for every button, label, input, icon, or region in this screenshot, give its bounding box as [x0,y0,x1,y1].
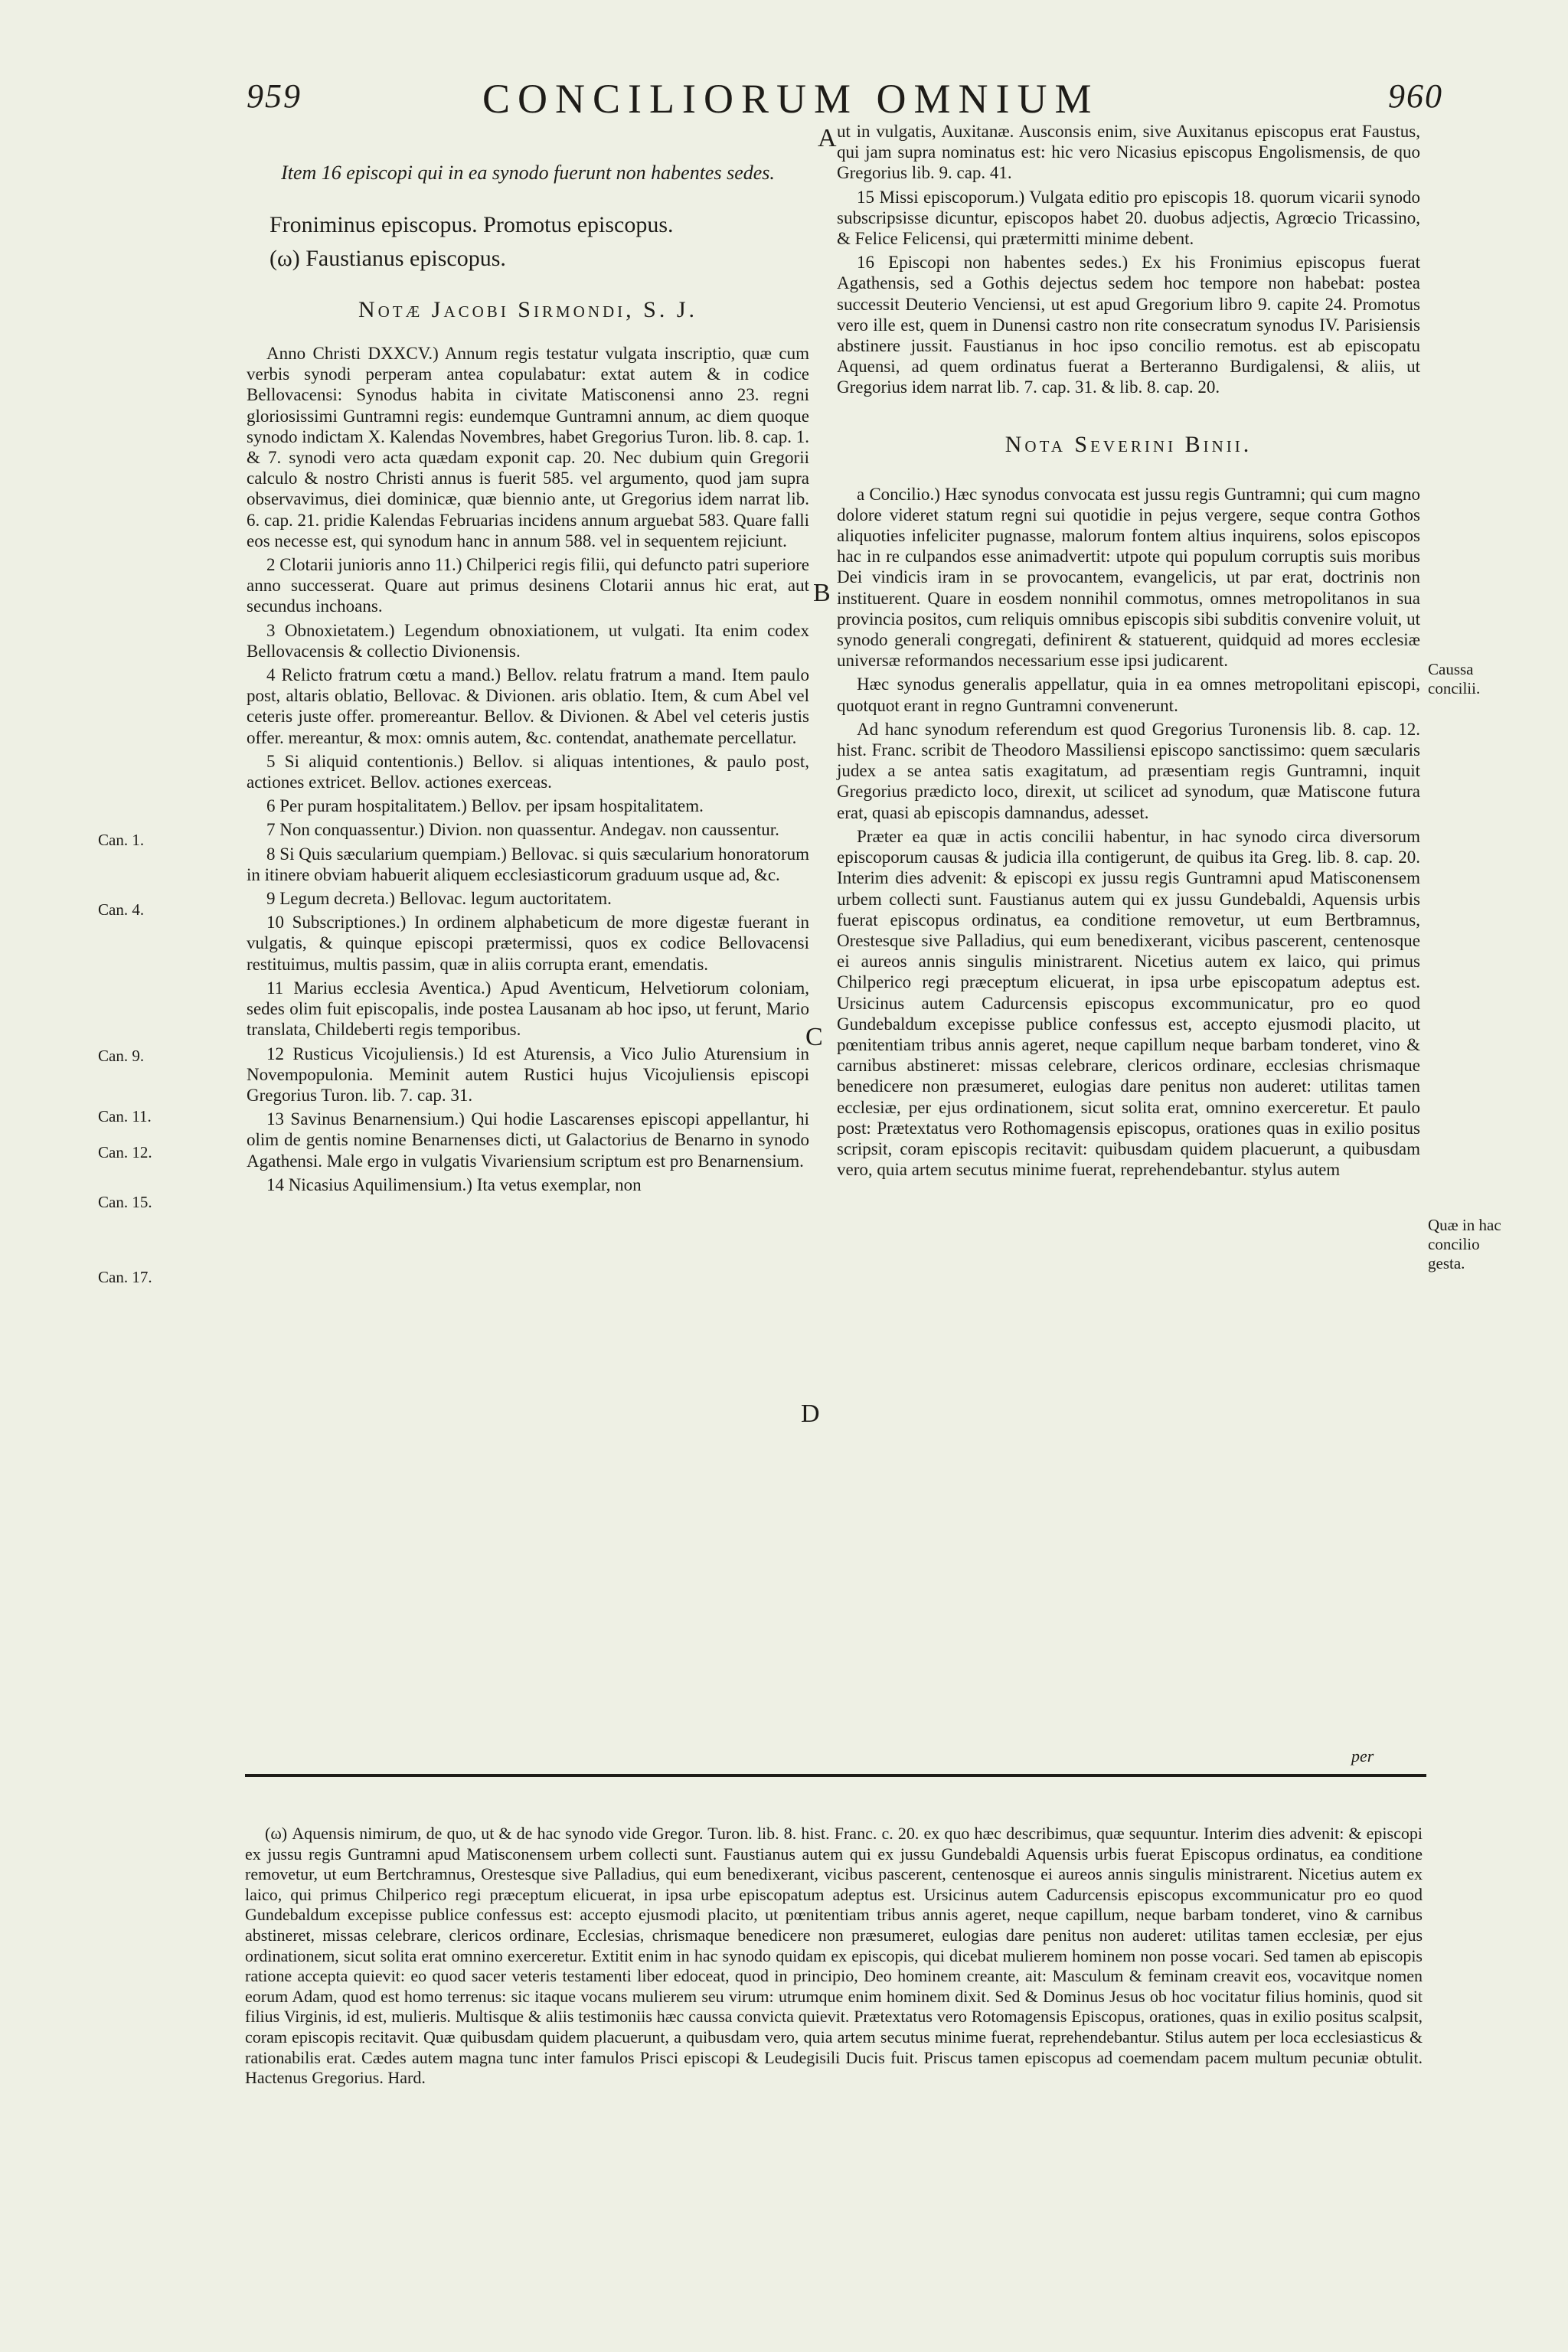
sirmond-note-5: 5 Si aliquid contentionis.) Bellov. si aliquas intentiones, & paulo post, actiones extricet. Bellov. actiones exerceas. [247,751,809,792]
sirmond-note-14: 14 Nicasius Aquilimensium.) Ita vetus exemplar, non [266,1174,642,1194]
margin-note-quae-gesta: Quæ in hac concilio gesta. [1428,1216,1501,1272]
sirmond-note-4: 4 Relicto fratrum cœtu a mand.) Bellov. relatu fratrum a mand. Item paulo post, altaris oblatio, Bellovac. & Divionen. aris oblatio. Item, & cum Abel vel ceteris juste offer. promereantur. Bellov. & Divionen. & Abel vel ceteris justis offer. mereantur, & mox: omnis autem, &c. contendat, anathemate percellatur. [247,665,809,747]
sirmond-note-10: 10 Subscriptiones.) In ordinem alphabeticum de more digestæ fuerant in vulgatis, & quinque episcopi prætermissi, quos ex codice Bellovacensi restituimus, multis passim, quæ in aliis corrupta erant, emendatis. [247,913,809,974]
bishop-names-line-2: (ω) Faustianus episcopus. [270,246,506,271]
margin-note-can-4: Can. 4. [98,900,145,919]
sirmond-note-6: 6 Per puram hospitalitatem.) Bellov. per ipsam hospitalitatem. [266,796,704,816]
section-letter-b: B [813,579,831,607]
page-number-right: 960 [1388,77,1443,115]
margin-note-can-15: Can. 15. [98,1193,152,1211]
margin-note-can-17: Can. 17. [98,1268,152,1286]
sirmond-note-12: 12 Rusticus Vicojuliensis.) Id est Aturensis, a Vico Julio Aturensium in Novempopulonia. Meminit autem Rustici hujus Vicojuliensis episcopi Gregorius Turon. lib. 7. cap. 31. [247,1044,809,1105]
bishop-names-line-1: Froniminus episcopus. Promotus episcopus. [270,212,674,237]
sirmond-note-7: 7 Non conquassentur.) Divion. non quassentur. Andegav. non caussentur. [266,820,779,840]
page-number-left: 959 [247,77,302,115]
sirmond-note-15: 15 Missi episcoporum.) Vulgata editio pro episcopis 18. quorum vicarii synodo subscripsisse dicuntur, episcopos habet 20. duobus adjectis, Agrœcio Tricassino, & Felice Felicensi, qui prætermitti minime debent. [837,187,1420,249]
sirmond-note-1: Anno Christi DXXCV.) Annum regis testatur vulgata inscriptio, quæ cum verbis synodi perperam antea copulabatur: extat autem & in codice Bellovacensi: Synodus habita in civitate Matisconensi anno 23. regni gloriosissimi Guntramni regis: eundemque Guntramni annum, ac diem quoque synodo indictam X. Kalendas Novembres, habet Gregorius Turon. lib. 8. cap. 1. & 7. synodi vero acta quædam exponit cap. 20. Nec dubium quin Gregorii calculo & nostro Christi annus is fuerit 585. vel argumento, quod jam supra observavimus, diei dominicæ, quæ biennio ante, ut Gregorius idem narrat lib. 6. cap. 21. pridie Kalendas Februarias incidens annum arguebat 583. Quare falli eos necesse est, qui synodum hanc in annum 588. vel in sequentem rejiciunt. [247,344,809,550]
footnote-text: (ω) Aquensis nimirum, de quo, ut & de hac synodo vide Gregor. Turon. lib. 8. hist. Franc. c. 20. ex quo hæc describimus, quæ sequuntur. Interim dies advenit: & episcopi ex jussu regis Guntramni apud Matisconensem urbem collecti sunt. Faustianus autem qui ex jussu Gundebaldi Aquensis urbis fuerat Episcopus ordinatus, ea conditione removetur, ut eum Bertchramnus, Orestesque sive Palladius, qui eum benedixerant, vicibus pascerent, centenosque ei aureos annis singulis ministrarent. Nicetius autem ex laico, qui primus Chilperico regi præceptum elicuerat, in ipsa urbe episcopatum adeptus est. Ursicinus autem Cadurcensis episcopus excommunicatur pro eo quod Gundebaldum excepisse publice confessus est: accepto ejusmodi placito, ut pœnitentiam tribus annis ageret, neque capillum, neque barbam tonderet, vino & carnibus abstineret, missas celebrare, clericos ordinare, Ecclesias, chrismaque benedicere non præsumeret, eulogias dare penitus non auderet: utilitas tamen ecclesiæ, per ejus ordinationem, sicut solita erat omnino exerceretur. Extitit enim in hac synodo quidam ex episcopis, qui dicebat mulierem hominem non posse vocari. Sed tamen ab episcopis ratione accepta quievit: eo quod sacer veteris testamenti liber edoceat, quod in principio, Deo hominem creante, ait: Masculum & feminam creavit eos, vocavitque nomen eorum Adam, quod est homo terrenus: sic itaque vocans mulierem seu virum: utrumque enim hominem dixit. Sed & Dominus Jesus ob hoc vocitatur filius hominis, quod sit filius Virginis, id est, mulieris. Multisque & aliis testimoniis hæc caussa convicta quievit. Prætextatus vero Rotomagensis Episcopus, orationes, quas in exilio positus scalpsit, coram episcopis recitavit. Quæ quibusdam quidem placuerunt, a quibusdam vero, quia artem secutus minime fuerat, reprehendebantur. Stilus autem per loca ecclesiasticus & rationabilis erat. Cædes autem magna tunc inter famulos Prisci episcopi & Leudegisili Ducis fuit. Priscus tamen episcopus ad coemendam pacem multum pecuniæ obtulit. Hactenus Gregorius. Hard. [245,1824,1423,2088]
binius-note-4: Præter ea quæ in actis concilii habentur, in hac synodo circa diversorum episcoporum causas & judicia illa contigerunt, de quibus ita Greg. lib. 8. cap. 20. Interim dies advenit: & episcopi ex jussu regis Guntramni apud Matisconensem urbem collecti sunt. Faustianus autem qui ex jussu Gundebaldi, Aquensis urbis fuerat episcopus ordinatus, ea conditione removetur, ut eum Bertbramnus, Orestesque sive Palladius, qui eum benedixerant, vicibus pascerent, centenosque ei aureos annis singulis ministrarent. Nicetius autem ex laico, qui primus Chilperico regi præceptum elicuerat, in ipsa urbe episcopatum adeptus est. Ursicinus autem Cadurcensis episcopus excommunicatur, pro eo quod Gundebaldum excepisse publice confessus est, accepto ejusmodi placito, ut pœnitentiam tribus annis ageret, neque capillum neque barbam tonderet, vino & carnibus abstineret: missas celebrare, clericos ordinare, ecclesias chrismaque benedicere non præsumeret, eulogias dare penitus non auderet: utilitas tamen ecclesiæ, per ejus ordinationem, sicut solita erat, omnino exerceretur. Et paulo post: Prætextatus vero Rothomagensis episcopus, orationes quas in exilio positus scripsit, coram episcopis recitavit: quibusdam quidem placuerunt, a quibusdam vero, quia artem secutus minime fuerat, reprehendebantur. stylus autem [837,826,1420,1180]
binius-note-1: a Concilio.) Hæc synodus convocata est jussu regis Guntramni; qui cum magno dolore videret statum regni sui quotidie in pejus vergere, seque contra Gothos aliquoties infeliciter pugnasse, malorum fontem altius inquirens, solos episcopos hac in re culpandos esse animadvertit: utpote qui populum corruptis suis moribus Dei vindicis iram in se provocantem, evangelicis, ut par erat, doctrinis non instituerent. Quare in eosdem nonnihil commotus, omnes metropolitanos in sua provincia positos, cum reliquis omnibus episcopis sibi subditis convenire voluit, ut synodo generali congregati, definirent & statuerent, quidquid ad mores ecclesiæ universæ reformandos necessarium esse ipsi judicarent. [837,484,1420,671]
catchword: per [1351,1746,1374,1766]
margin-note-can-1: Can. 1. [98,831,145,849]
sirmond-notes-title: Notæ Jacobi Sirmondi, S. J. [358,297,698,322]
sirmond-note-11: 11 Marius ecclesia Aventica.) Apud Aventicum, Helvetiorum coloniam, sedes olim fuit episcopalis, inde postea Lausanam ab hoc ipso, ut ferunt, Mario translata, Childeberti regis temporibus. [247,978,809,1040]
running-title: CONCILIORUM OMNIUM [482,76,1099,122]
section-letter-c: C [805,1023,823,1051]
margin-note-can-9: Can. 9. [98,1047,145,1065]
sirmond-note-3: 3 Obnoxietatem.) Legendum obnoxiationem, ut vulgati. Ita enim codex Bellovacensis & collectio Divionensis. [247,620,809,661]
footnote-rule [245,1774,1426,1777]
sirmond-note-2: 2 Clotarii junioris anno 11.) Chilperici regis filii, qui defuncto patri superiore anno successerat. Quare aut primus desinens Clotarii annus hic erat, aut secundus inchoans. [247,555,809,616]
sirmond-note-13: 13 Savinus Benarnensium.) Qui hodie Lascarenses episcopi appellantur, hi olim de gentis nomine Benarnenses dicti, ut Galactorius de Benarno in synodo Agathensi. Male ergo in vulgatis Vivariensium scriptum est pro Benarnensium. [247,1109,809,1171]
sirmond-note-9: 9 Legum decreta.) Bellovac. legum auctoritatem. [266,889,612,909]
margin-note-can-11: Can. 11. [98,1107,152,1125]
binius-note-2: Hæc synodus generalis appellatur, quia in ea omnes metropolitani episcopi, quotquot erant in regno Guntramni convenerunt. [837,675,1420,715]
margin-note-caussa-concilii: Caussa concilii. [1428,660,1481,697]
subheading-bishops-without-sees: Item 16 episcopi qui in ea synodo fuerunt non habentes sedes. [281,162,775,184]
section-letter-d: D [801,1400,820,1428]
left-column [247,159,809,1198]
section-letter-a: A [818,124,837,152]
footnote-block [245,1824,1423,2092]
binius-note-3: Ad hanc synodum referendum est quod Gregorius Turonensis lib. 8. cap. 12. hist. Franc. scribit de Theodoro Massiliensi episcopo sanctissimo: quem sæcularis judex a se antea satis exagitatum, ad præsentiam regis Guntramni, inquit Gregorius prædicto loco, direxit, ut scilicet ad synodum, quæ Matiscone futura erat, quasi ab episcopis damnandus, adesset. [837,719,1420,822]
sirmond-note-14-continued: ut in vulgatis, Auxitanæ. Ausconsis enim, sive Auxitanus episcopus erat Faustus, qui jam supra nominatus est: hic vero Nicasius episcopus Engolismensis, de quo Gregorius lib. 9. cap. 41. [837,122,1420,183]
sirmond-note-8: 8 Si Quis sæcularium quempiam.) Bellovac. si quis sæcularium honoratorum in itinere obviam habuerit aliquem ecclesiasticorum graduum usque ad, &c. [247,844,809,884]
right-column [837,121,1420,1183]
binius-note-title: Nota Severini Binii. [1004,431,1253,457]
sirmond-note-16: 16 Episcopi non habentes sedes.) Ex his Fronimius episcopus fuerat Agathensis, sed a Gothis dejectus sedem hoc tempore non habebat: postea successit Deuterio Venciensi, ut est apud Gregorium libro 9. capite 24. Promotus vero ille est, quem in Dunensi castro non rite consecratum synodus IV. Parisiensis abstinere jussit. Faustianus in hoc ipso concilio remotus. est ab episcopatu Aquensi, ad quem ordinatus fuerat a Berteranno Burdigalensi, & aliis, ut Gregorius idem narrat lib. 7. cap. 31. & lib. 8. cap. 20. [837,253,1420,397]
margin-note-can-12: Can. 12. [98,1143,152,1161]
